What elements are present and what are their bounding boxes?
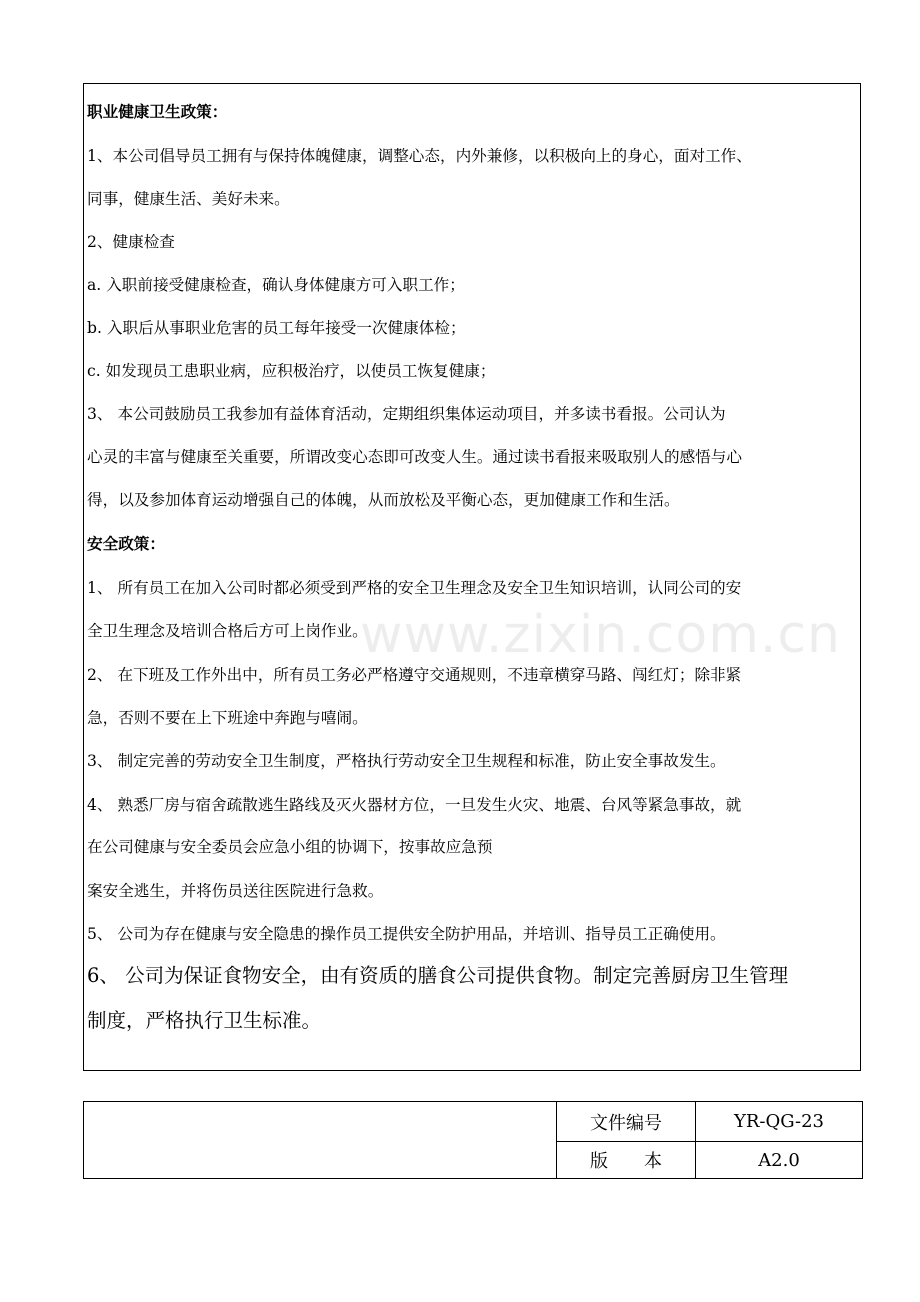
policy-line: 5、 公司为存在健康与安全隐患的操作员工提供安全防护用品，并培训、指导员工正确使用。 [87, 925, 726, 943]
policy-line: b. 入职后从事职业危害的员工每年接受一次健康体检； [87, 319, 466, 337]
document-info-table [83, 1101, 863, 1179]
policy-line: 同事，健康生活、美好未来。 [87, 190, 290, 208]
policy-line: 3、 制定完善的劳动安全卫生制度，严格执行劳动安全卫生规程和标准，防止安全事故发生。 [87, 752, 726, 770]
version-value: A2.0 [696, 1142, 863, 1179]
policy-content-box [83, 83, 861, 1071]
blank-cell [84, 1102, 557, 1179]
policy-line: 心灵的丰富与健康至关重要，所谓改变心态即可改变人生。通过读书看报来吸取别人的感悟与心 [87, 448, 742, 466]
policy-line: 2、健康检查 [87, 233, 175, 251]
policy-line: 全卫生理念及培训合格后方可上岗作业。 [87, 622, 368, 640]
policy-line: 案安全逃生，并将伤员送往医院进行急救。 [87, 882, 384, 900]
policy-line: 急，否则不要在上下班途中奔跑与嘻闹。 [87, 709, 368, 727]
watermark: www.zixin.com.cn [360, 605, 841, 665]
policy-line: 1、 所有员工在加入公司时都必须受到严格的安全卫生理念及安全卫生知识培训，认同公司的安 [87, 579, 742, 597]
policy-line: 2、 在下班及工作外出中，所有员工务必严格遵守交通规则，不违章横穿马路、闯红灯；除非紧 [87, 666, 742, 684]
doc-number-value: YR-QG-23 [696, 1102, 863, 1142]
doc-number-label: 文件编号 [557, 1102, 696, 1142]
policy-line: 在公司健康与安全委员会应急小组的协调下，按事故应急预 [87, 838, 493, 856]
policy-line: 6、 公司为保证食物安全，由有资质的膳食公司提供食物。制定完善厨房卫生管理 [87, 964, 789, 987]
safety-policy-heading: 安全政策： [87, 534, 165, 553]
version-label: 版 本 [557, 1142, 696, 1179]
policy-line: 制度，严格执行卫生标准。 [87, 1009, 322, 1032]
policy-line: 得，以及参加体育运动增强自己的体魄，从而放松及平衡心态，更加健康工作和生活。 [87, 491, 680, 509]
policy-line: 4、 熟悉厂房与宿舍疏散逃生路线及灭火器材方位，一旦发生火灾、地震、台风等紧急事故，就 [87, 796, 742, 814]
occupational-health-heading: 职业健康卫生政策： [87, 102, 228, 121]
policy-line: 3、 本公司鼓励员工我参加有益体育活动，定期组织集体运动项目，并多读书看报。公司认为 [87, 405, 726, 423]
policy-line: 1、本公司倡导员工拥有与保持体魄健康，调整心态，内外兼修，以积极向上的身心，面对工作、 [87, 147, 752, 165]
policy-line: a. 入职前接受健康检查，确认身体健康方可入职工作； [87, 276, 465, 294]
policy-line: c. 如发现员工患职业病，应积极治疗，以使员工恢复健康； [87, 362, 496, 380]
